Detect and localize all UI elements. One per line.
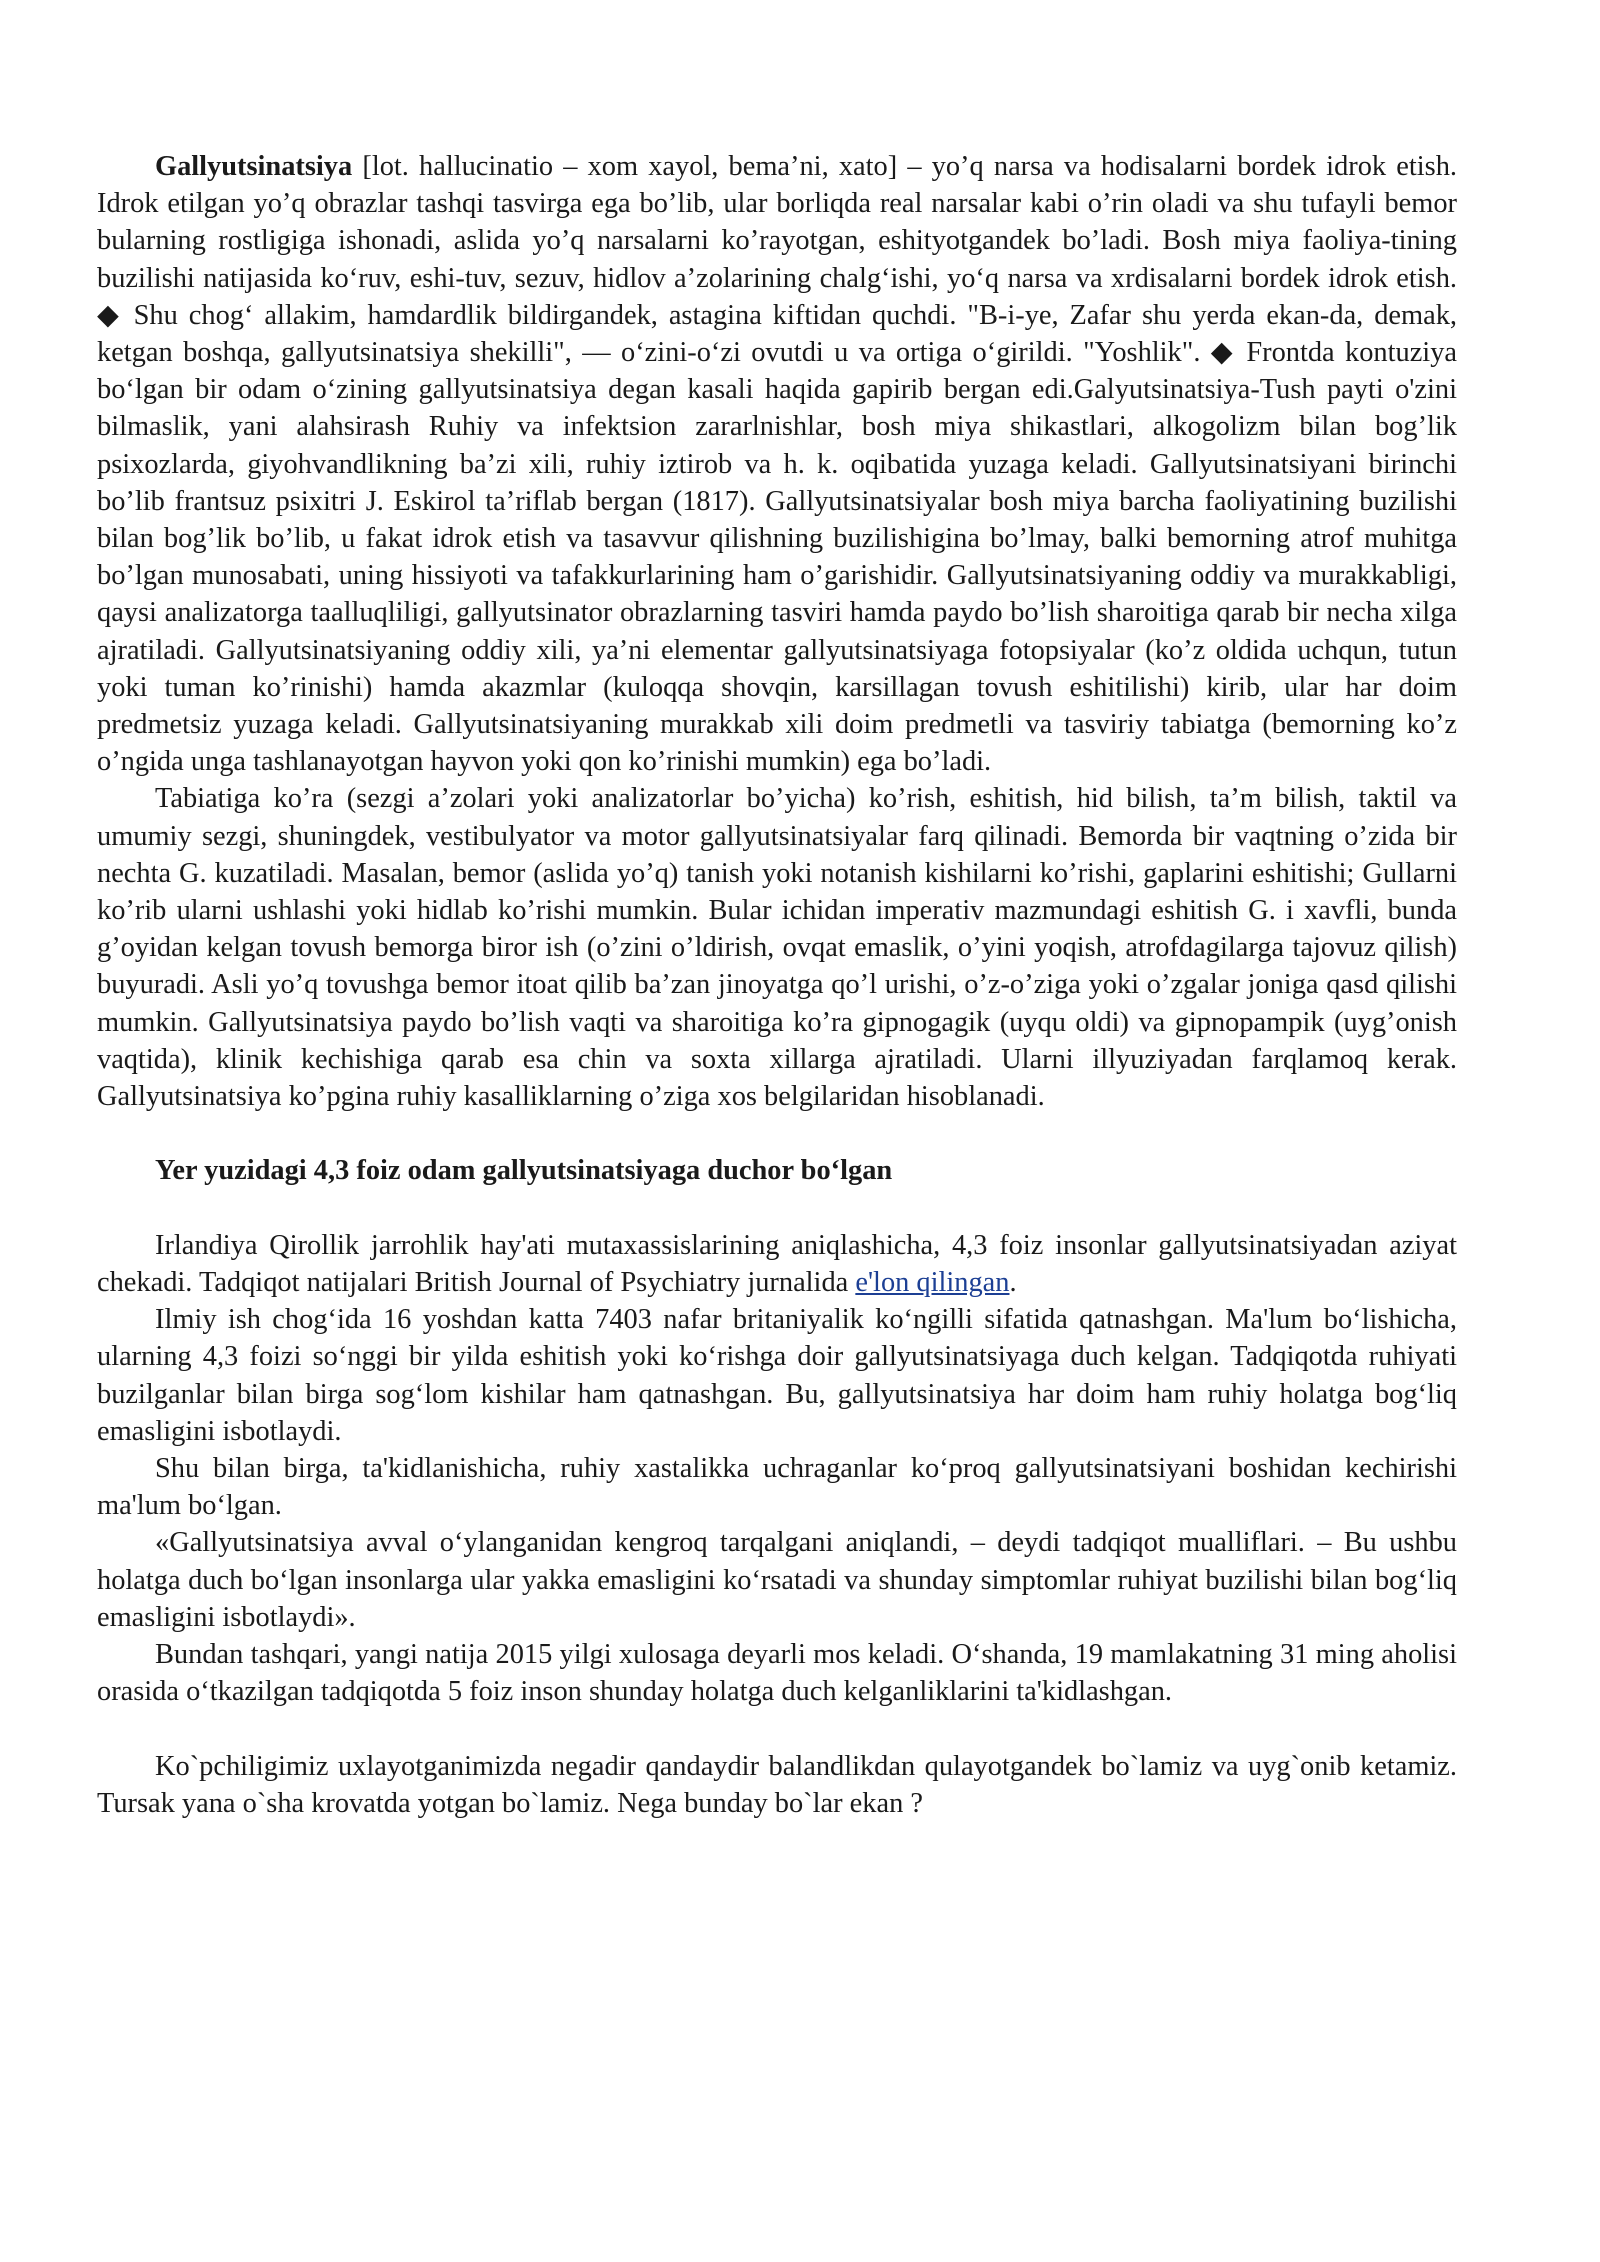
section-heading: Yer yuzidagi 4,3 foiz odam gallyutsinatsiyaga duchor bo‘lgan <box>155 1155 893 1187</box>
term-bold: Gallyutsinatsiya <box>155 151 353 182</box>
paragraph-study-note: Shu bilan birga, ta'kidlanishicha, ruhiy xastalikka uchraganlar ko‘proq gallyutsinatsiyani boshidan kechirishi ma'lum bo‘lgan. <box>97 1453 1457 1522</box>
spacer <box>97 1190 1457 1227</box>
paragraph-study-details: Ilmiy ish chog‘ida 16 yoshdan katta 7403 nafar britaniyalik ko‘ngilli sifatida qatnashgan. Ma'lum bo‘lishicha, ularning 4,3 foizi so‘nggi bir yilda eshitish yoki ko‘rishga doir gallyutsinatsiyaga duch kelgan. Tadqiqotda ruhiyati buzilganlar bilan birga sog‘lom kishilar ham qatnashgan. Bu, gallyutsinatsiya har doim ham ruhiy holatga bog‘liq emasligini isbotlaydi. <box>97 1304 1457 1447</box>
spacer <box>97 1115 1457 1152</box>
paragraph-study-intro <box>97 1227 1457 1301</box>
paragraph-definition <box>97 148 1457 780</box>
study-intro-end: . <box>1009 1267 1017 1299</box>
definition-text: [lot. hallucinatio – xom xayol, bema’ni, xato] – yo’q narsa va hodisalarni bordek idrok etish. Idrok etilgan yo’q obrazlar tashqi tasvirga ega bo’lib, ular borliqda real narsalar kabi o’rin oladi va shu tufayli bemor bularning rostligiga ishonadi, aslida yo’q narsalarni ko’rayotgan, eshityotgandek bo’ladi. Bosh miya faoliya-tining buzilishi natijasida ko‘ruv, eshi-tuv, sezuv, hidlov a’zolarining chalg‘ishi, yo‘q narsa va xrdisalarni bordek idrok etish. ◆ Shu chog‘ allakim, hamdardlik bildirgandek, astagina kiftidan quchdi. "B-i-ye, Zafar shu yerda ekan-da, demak, ketgan boshqa, gallyutsinatsiya shekilli", — o‘zini-o‘zi ovutdi u va ortiga o‘girildi. "Yoshlik". ◆ Frontda kontuziya bo‘lgan bir odam o‘zining gallyutsinatsiya degan kasali haqida gapirib bergan edi.Galyutsinatsiya-Tush payti o'zini bilmaslik, yani alahsirash Ruhiy va infektsion zararlnishlar, bosh miya shikastlari, alkogolizm bilan bog’lik psixozlarda, giyohvandlikning ba’zi xili, ruhiy iztirob va h. k. oqibatida yuzaga keladi. Gallyutsinatsiyani birinchi bo’lib frantsuz psixitri J. Eskirol ta’riflab bergan (1817). Gallyutsinatsiyalar bosh miya barcha faoliyatining buzilishi bilan bog’lik bo’lib, u fakat idrok etish va tasavvur qilishning buzilishigina bo’lmay, balki bemorning atrof muhitga bo’lgan munosabati, uning hissiyoti va tafakkurlarining ham o’garishidir. Gallyutsinatsiyaning oddiy va murakkabligi, qaysi analizatorga taalluqliligi, gallyutsinator obrazlarning tasviri hamda paydo bo’lish sharoitiga qarab bir necha xilga ajratiladi. Gallyutsinatsiyaning oddiy xili, ya’ni elementar gallyutsinatsiyaga fotopsiyalar (ko’z oldida uchqun, tutun yoki tuman ko’rinishi) hamda akazmlar (kuloqqa shovqin, karsillagan tovush eshitilishi) kirib, ular har doim predmetsiz yuzaga keladi. Gallyutsinatsiyaning murakkab xili doim predmetli va tasviriy tabiatga (bemorning ko’z o’ngida unga tashlanayotgan hayvon yoki qon ko’rinishi mumkin) ega bo’ladi. <box>97 151 1457 778</box>
document-page <box>97 148 1457 1822</box>
spacer <box>97 1711 1457 1748</box>
published-link[interactable]: e'lon qilingan <box>855 1267 1010 1299</box>
study-intro-text: Irlandiya Qirollik jarrohlik hay'ati mutaxassislarining aniqlashicha, 4,3 foiz insonlar gallyutsinatsiyadan aziyat chekadi. Tadqiqot natijalari British Journal of Psychiatry jurnalida <box>97 1229 1457 1299</box>
paragraph-quote: «Gallyutsinatsiya avval o‘ylanganidan kengroq tarqalgani aniqlandi, – deydi tadqiqot mualliflari. – Bu ushbu holatga duch bo‘lgan insonlarga ular yakka emasligini ko‘rsatadi va shunday simptomlar ruhiyat buzilishi bilan bog‘liq emasligini isbotlaydi». <box>97 1527 1457 1633</box>
paragraph-types: Tabiatiga ko’ra (sezgi a’zolari yoki analizatorlar bo’yicha) ko’rish, eshitish, hid bilish, ta’m bilish, taktil va umumiy sezgi, shuningdek, vestibulyator va motor gallyutsinatsiyalar farq qilinadi. Bemorda bir vaqtning o’zida bir nechta G. kuzatiladi. Masalan, bemor (aslida yo’q) tanish yoki notanish kishilarni ko’rishi, gaplarini eshitishi; Gullarni ko’rib ularni ushlashi yoki hidlab ko’rishi mumkin. Bular ichidan imperativ mazmundagi eshitish G. i xavfli, bunda g’oyidan kelgan tovush bemorga biror ish (o’zini o’ldirish, ovqat emaslik, o’yini yoqish, atrofdagilarga tajovuz qilish) buyuradi. Asli yo’q tovushga bemor itoat qilib ba’zan jinoyatga qo’l urishi, o’z-o’ziga yoki o’zgalar joniga qasd qilishi mumkin. Gallyutsinatsiya paydo bo’lish vaqti va sharoitiga ko’ra gipnogagik (uyqu oldi) va gipnopampik (uyg’onish vaqtida), klinik kechishiga qarab esa chin va soxta xillarga ajratiladi. Ularni illyuziyadan farqlamoq kerak. Gallyutsinatsiya ko’pgina ruhiy kasalliklarning o’ziga xos belgilaridan hisoblanadi. <box>97 783 1457 1113</box>
paragraph-comparison: Bundan tashqari, yangi natija 2015 yilgi xulosaga deyarli mos keladi. O‘shanda, 19 mamlakatning 31 ming aholisi orasida o‘tkazilgan tadqiqotda 5 foiz inson shunday holatga duch kelganliklarini ta'kidlashgan. <box>97 1639 1457 1708</box>
paragraph-question: Ko`pchiligimiz uxlayotganimizda negadir qandaydir balandlikdan qulayotgandek bo`lamiz va uyg`onib ketamiz. Tursak yana o`sha krovatda yotgan bo`lamiz. Nega bunday bo`lar ekan ? <box>97 1750 1457 1819</box>
